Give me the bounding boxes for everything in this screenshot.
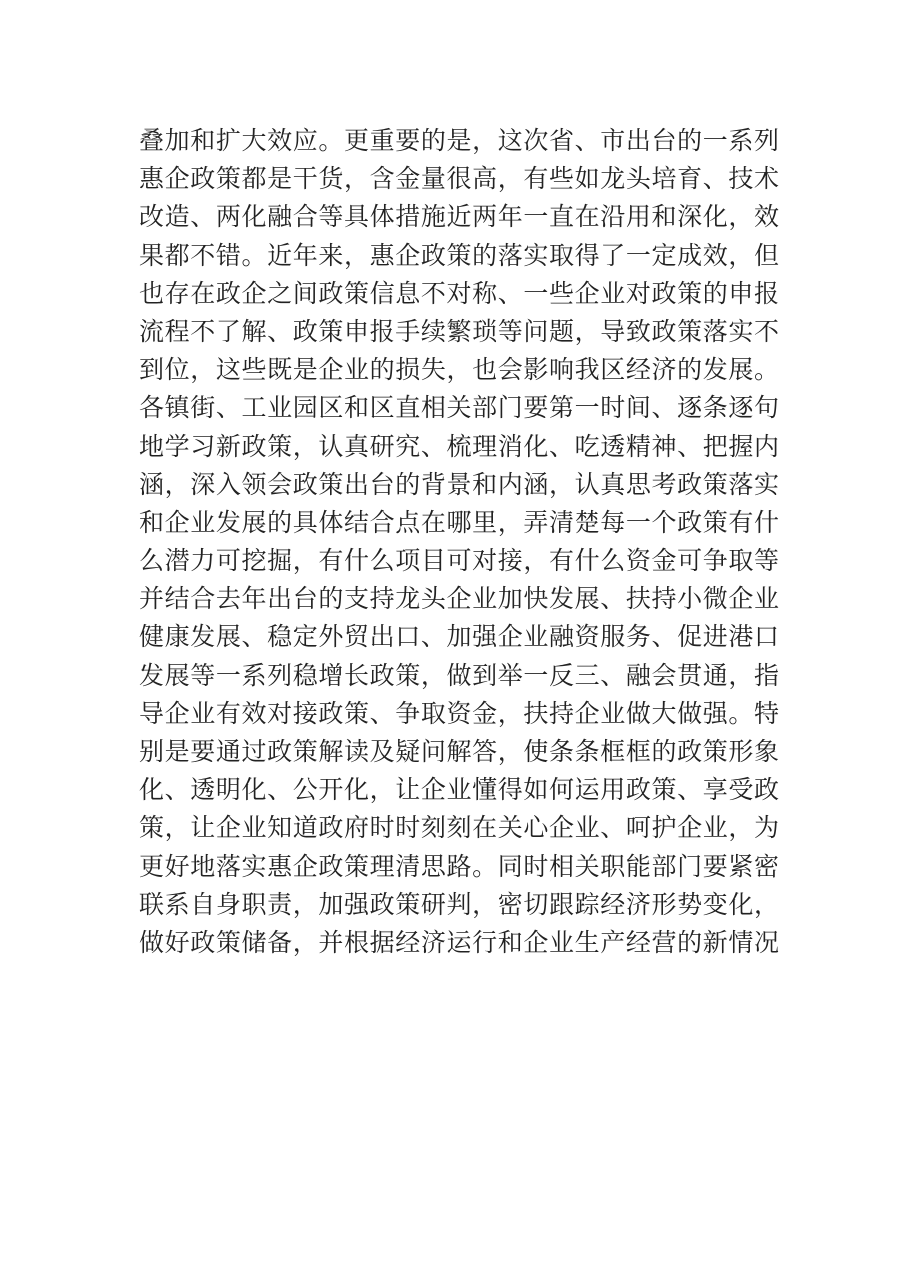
text-line: 策，让企业知道政府时时刻刻在关心企业、呵护企业，为 <box>139 813 779 843</box>
text-line: 改造、两化融合等具体措施近两年一直在沿用和深化，效 <box>139 202 779 232</box>
text-line: 导企业有效对接政策、争取资金，扶持企业做大做强。特 <box>139 698 779 728</box>
text-line: 也存在政企之间政策信息不对称、一些企业对政策的申报 <box>139 278 779 308</box>
text-line: 做好政策储备，并根据经济运行和企业生产经营的新情况 <box>139 927 779 957</box>
text-line: 更好地落实惠企政策理清思路。同时相关职能部门要紧密 <box>139 851 779 881</box>
text-line: 别是要通过政策解读及疑问解答，使条条框框的政策形象 <box>139 737 779 766</box>
text-line: 惠企政策都是干货，含金量很高，有些如龙头培育、技术 <box>139 164 779 194</box>
text-line: 健康发展、稳定外贸出口、加强企业融资服务、促进港口 <box>139 622 779 652</box>
text-line: 地学习新政策，认真研究、梳理消化、吃透精神、把握内 <box>139 431 779 461</box>
text-line: 联系自身职责，加强政策研判，密切跟踪经济形势变化， <box>139 889 779 919</box>
text-line: 和企业发展的具体结合点在哪里，弄清楚每一个政策有什 <box>139 507 779 537</box>
text-line: 到位，这些既是企业的损失，也会影响我区经济的发展。 <box>139 355 779 385</box>
text-line: 各镇街、工业园区和区直相关部门要第一时间、逐条逐句 <box>139 393 779 423</box>
body-text <box>139 122 779 962</box>
text-line: 流程不了解、政策申报手续繁琐等问题，导致政策落实不 <box>139 316 779 346</box>
text-line: 化、透明化、公开化，让企业懂得如何运用政策、享受政 <box>139 775 779 805</box>
text-line: 发展等一系列稳增长政策，做到举一反三、融会贯通，指 <box>139 660 779 690</box>
text-line: 涵，深入领会政策出台的背景和内涵，认真思考政策落实 <box>139 469 779 499</box>
text-line: 叠加和扩大效应。更重要的是，这次省、市出台的一系列 <box>139 126 779 155</box>
text-line: 并结合去年出台的支持龙头企业加快发展、扶持小微企业 <box>139 584 779 614</box>
text-line: 么潜力可挖掘，有什么项目可对接，有什么资金可争取等 <box>139 546 779 576</box>
text-line: 果都不错。近年来，惠企政策的落实取得了一定成效，但 <box>139 240 779 270</box>
